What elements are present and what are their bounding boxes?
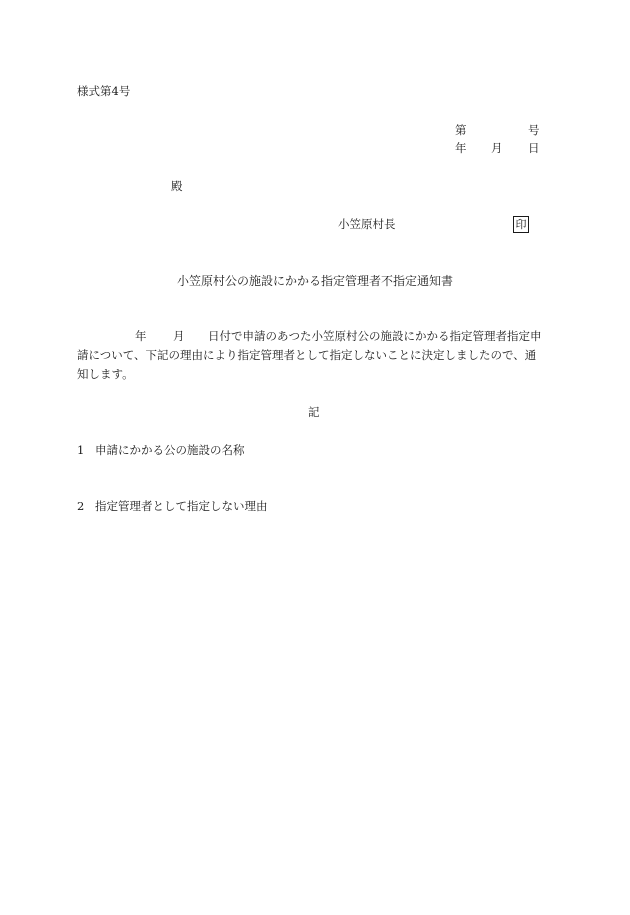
- body-month: 月: [173, 329, 185, 343]
- doc-number-suffix: 号: [528, 123, 540, 137]
- addressee-honorific: 殿: [171, 179, 183, 193]
- document-title: 小笠原村公の施設にかかる指定管理者不指定通知書: [177, 274, 454, 288]
- date-day: 日: [528, 141, 540, 155]
- body-line-1: 日付で申請のあつた小笠原村公の施設にかかる指定管理者指定申: [208, 329, 542, 343]
- item-number: 2: [77, 499, 85, 513]
- body-line-2: 請について、下記の理由により指定管理者として指定しないことに決定しましたので、通: [77, 348, 537, 362]
- ki-heading: 記: [308, 405, 320, 419]
- date-year: 年: [455, 141, 467, 155]
- doc-number-prefix: 第: [455, 123, 467, 137]
- body-line-3: 知します。: [77, 367, 134, 381]
- date-month: 月: [491, 141, 503, 155]
- body-year: 年: [135, 329, 147, 343]
- form-number: 様式第4号: [77, 84, 131, 98]
- seal-box: 印: [513, 216, 529, 233]
- item-label: 申請にかかる公の施設の名称: [95, 443, 245, 457]
- item-label: 指定管理者として指定しない理由: [95, 499, 268, 513]
- sender-title: 小笠原村長: [338, 217, 396, 231]
- item-number: 1: [77, 443, 85, 457]
